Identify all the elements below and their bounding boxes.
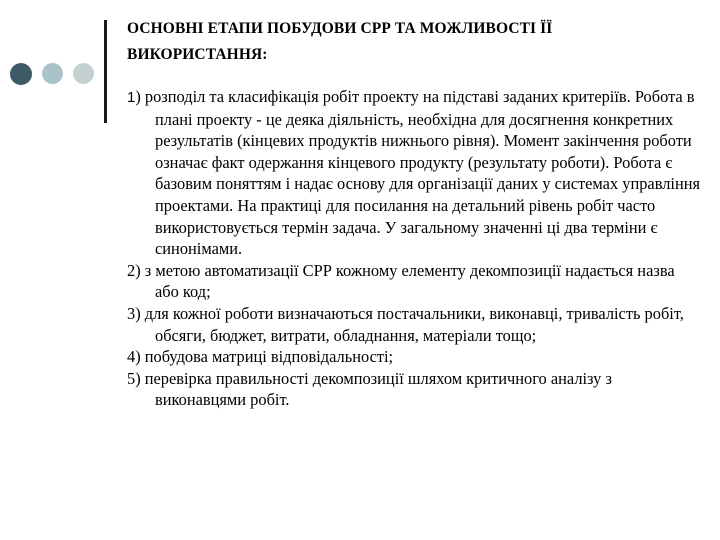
list-item-1-number: 1 — [127, 89, 136, 106]
dot-light-icon — [73, 63, 94, 84]
title-line-1: ОСНОВНІ ЕТАПИ ПОБУДОВИ СРР ТА МОЖЛИВОСТІ ЇЇ — [127, 20, 553, 37]
list-item-2: 2) з метою автоматизації СРР кожному елементу декомпозиції надається назва або код; — [127, 260, 675, 302]
title-divider-bar — [104, 20, 107, 123]
list-item-1 — [127, 86, 702, 260]
title-line-2: ВИКОРИСТАННЯ: — [127, 46, 268, 63]
dot-mid-icon — [42, 63, 63, 84]
dot-dark-icon — [10, 63, 32, 85]
slide-content — [127, 86, 702, 411]
list-item-3: 3) для кожної роботи визначаються постачальники, виконавці, тривалість робіт, обсяги, бюджет, витрати, обладнання, матеріали тощо; — [127, 303, 684, 345]
list-item-5: 5) перевірка правильності декомпозиції шляхом критичного аналізу з виконавцями робіт. — [127, 368, 612, 410]
slide-title — [127, 16, 697, 68]
list-item-1-text: ) розподіл та класифікація робіт проекту на підставі заданих критеріїв. Робота в плані проекту - це деяка діяльність, необхідна для досягнення конкретних результатів (кінцевих продуктів нижнього рівня). Момент закінчення роботи означає факт одержання кінцевого продукту (результату роботи). Робота є базовим поняттям і надає основу для організації даних у системах управління проектами. На практиці для посилання на детальний рівень робіт часто використовується термін задача. У загальному значенні ці два терміни є синонімами. — [135, 87, 701, 259]
list-item-4: 4) побудова матриці відповідальності; — [127, 347, 394, 367]
